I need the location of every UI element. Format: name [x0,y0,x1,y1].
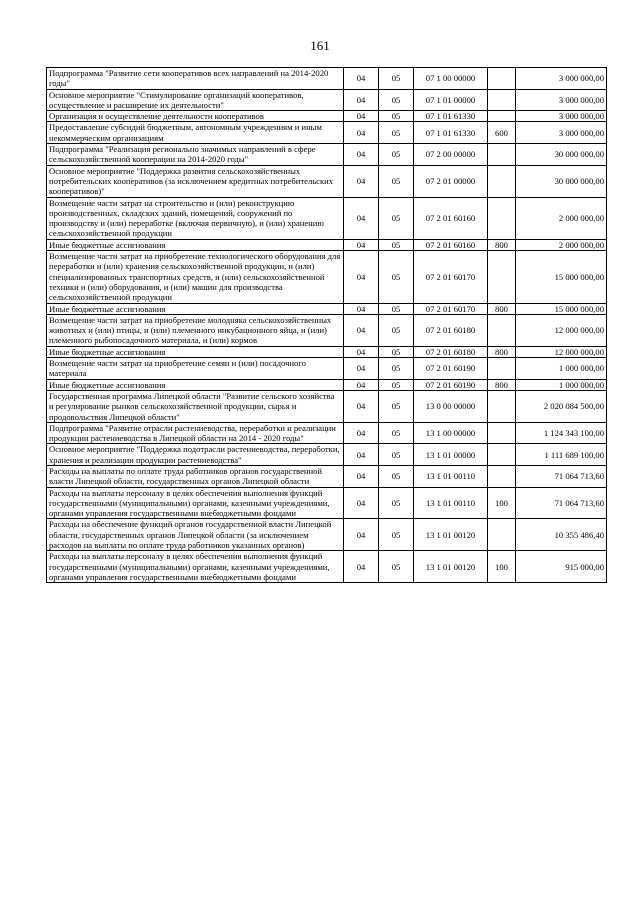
table-row [47,519,607,551]
expense-type-cell [488,444,516,466]
item-name-cell: Иные бюджетные ассигнования [47,239,344,250]
expense-type-cell [488,144,516,166]
amount-cell: 2 020 084 500,00 [516,390,607,422]
target-article-cell: 07 2 01 60190 [414,379,488,390]
table-row [47,487,607,519]
item-name-cell: Основное мероприятие "Поддержка развития сельскохозяйственных потребительских кооперативов (за исключением кредитных потребительских кооперативов)" [47,165,344,197]
item-name-cell: Подпрограмма "Реализация регионально значимых направлений в сфере сельскохозяйственной кооперации на 2014-2020 годы" [47,144,344,166]
amount-cell: 1 111 689 100,00 [516,444,607,466]
item-name-cell: Основное мероприятие "Стимулирование организаций кооперативов, осуществление и расширение их деятельности" [47,89,344,111]
item-name-cell: Возмещение части затрат на строительство и (или) реконструкцию производственных, складских зданий, помещений, сооружений по производству и (или) переработке (включая первичную), и (или) хранению сельскохозяйственной продукции [47,197,344,239]
item-name-cell: Предоставление субсидий бюджетным, автономным учреждениям и иным некоммерческим организациям [47,122,344,144]
ministry-code-cell: 04 [344,465,379,487]
ministry-code-cell: 04 [344,390,379,422]
ministry-code-cell: 04 [344,251,379,303]
target-article-cell: 07 2 01 60170 [414,303,488,314]
amount-cell: 3 000 000,00 [516,89,607,111]
ministry-code-cell: 04 [344,68,379,90]
section-code-cell: 05 [379,487,414,519]
ministry-code-cell: 04 [344,111,379,122]
section-code-cell: 05 [379,197,414,239]
ministry-code-cell: 04 [344,122,379,144]
target-article-cell: 13 0 00 00000 [414,390,488,422]
ministry-code-cell: 04 [344,519,379,551]
table-row [47,551,607,583]
expense-type-cell [488,111,516,122]
expense-type-cell [488,519,516,551]
ministry-code-cell: 04 [344,346,379,357]
ministry-code-cell: 04 [344,358,379,380]
expense-type-cell: 800 [488,379,516,390]
ministry-code-cell: 04 [344,379,379,390]
section-code-cell: 05 [379,165,414,197]
target-article-cell: 07 1 01 00000 [414,89,488,111]
expense-type-cell [488,314,516,346]
amount-cell: 2 000 000,00 [516,197,607,239]
amount-cell: 15 000 000,00 [516,303,607,314]
table-row [47,111,607,122]
section-code-cell: 05 [379,390,414,422]
ministry-code-cell: 04 [344,197,379,239]
section-code-cell: 05 [379,519,414,551]
ministry-code-cell: 04 [344,89,379,111]
table-row [47,390,607,422]
table-row [47,122,607,144]
amount-cell: 71 064 713,60 [516,465,607,487]
expense-type-cell [488,197,516,239]
item-name-cell: Возмещение части затрат на приобретение молодняка сельскохозяйственных животных и (или) птицы, и (или) племенного инкубационного яйца, и (или) племенного рыбопосадочного материала, и (или) кормов [47,314,344,346]
amount-cell: 12 000 000,00 [516,346,607,357]
ministry-code-cell: 04 [344,422,379,444]
item-name-cell: Расходы на выплаты персоналу в целях обеспечения выполнения функций государственными (муниципальными) органами, казенными учреждениями, органами управления государственными внебюджетными фондами [47,487,344,519]
ministry-code-cell: 04 [344,314,379,346]
ministry-code-cell: 04 [344,165,379,197]
section-code-cell: 05 [379,251,414,303]
table-row [47,251,607,303]
target-article-cell: 13 1 01 00000 [414,444,488,466]
expense-type-cell [488,390,516,422]
expense-type-cell [488,251,516,303]
expense-type-cell: 800 [488,346,516,357]
table-row [47,465,607,487]
expense-type-cell: 100 [488,487,516,519]
table-row [47,346,607,357]
target-article-cell: 07 2 00 00000 [414,144,488,166]
target-article-cell: 13 1 01 00120 [414,551,488,583]
budget-table [46,67,607,583]
target-article-cell: 07 2 01 60160 [414,239,488,250]
item-name-cell: Расходы на выплаты персоналу в целях обеспечения выполнения функций государственными (муниципальными) органами, казенными учреждениями, органами управления государственными внебюджетными фондами [47,551,344,583]
expense-type-cell: 600 [488,122,516,144]
amount-cell: 1 000 000,00 [516,379,607,390]
item-name-cell: Возмещение части затрат на приобретение технологического оборудования для переработки и (или) хранения сельскохозяйственной продукции, и (или) специализированных транспортных средств, и (или) сельскохозяйственной техники и (или) оборудования, и (или) машин для производства сельскохозяйственной продукции [47,251,344,303]
target-article-cell: 07 2 01 60160 [414,197,488,239]
table-row [47,379,607,390]
target-article-cell: 07 1 01 61330 [414,122,488,144]
target-article-cell: 07 2 01 60170 [414,251,488,303]
table-row [47,239,607,250]
section-code-cell: 05 [379,358,414,380]
item-name-cell: Подпрограмма "Развитие сети кооперативов всех направлений на 2014-2020 годы" [47,68,344,90]
table-row [47,303,607,314]
expense-type-cell [488,422,516,444]
expense-type-cell [488,89,516,111]
target-article-cell: 13 1 01 00110 [414,487,488,519]
amount-cell: 30 000 000,00 [516,144,607,166]
table-row [47,89,607,111]
target-article-cell: 13 1 01 00120 [414,519,488,551]
item-name-cell: Организация и осуществление деятельности кооперативов [47,111,344,122]
section-code-cell: 05 [379,122,414,144]
target-article-cell: 07 1 00 00000 [414,68,488,90]
expense-type-cell [488,465,516,487]
section-code-cell: 05 [379,239,414,250]
target-article-cell: 07 2 01 60180 [414,346,488,357]
ministry-code-cell: 04 [344,551,379,583]
section-code-cell: 05 [379,465,414,487]
target-article-cell: 13 1 01 00110 [414,465,488,487]
table-row [47,197,607,239]
table-row [47,422,607,444]
expense-type-cell [488,165,516,197]
section-code-cell: 05 [379,314,414,346]
ministry-code-cell: 04 [344,303,379,314]
table-row [47,358,607,380]
expense-type-cell: 800 [488,303,516,314]
section-code-cell: 05 [379,551,414,583]
section-code-cell: 05 [379,444,414,466]
table-row [47,144,607,166]
amount-cell: 12 000 000,00 [516,314,607,346]
item-name-cell: Иные бюджетные ассигнования [47,303,344,314]
expense-type-cell: 100 [488,551,516,583]
target-article-cell: 13 1 00 00000 [414,422,488,444]
amount-cell: 2 000 000,00 [516,239,607,250]
section-code-cell: 05 [379,346,414,357]
expense-type-cell [488,358,516,380]
section-code-cell: 05 [379,303,414,314]
target-article-cell: 07 2 01 60190 [414,358,488,380]
amount-cell: 3 000 000,00 [516,68,607,90]
amount-cell: 10 355 486,40 [516,519,607,551]
amount-cell: 3 000 000,00 [516,111,607,122]
item-name-cell: Расходы на выплаты по оплате труда работников органов государственной власти Липецкой области, государственных органов Липецкой области [47,465,344,487]
amount-cell: 3 000 000,00 [516,122,607,144]
ministry-code-cell: 04 [344,444,379,466]
target-article-cell: 07 2 01 00000 [414,165,488,197]
amount-cell: 71 064 713,60 [516,487,607,519]
page-number: 161 [310,38,330,53]
section-code-cell: 05 [379,89,414,111]
ministry-code-cell: 04 [344,144,379,166]
expense-type-cell: 800 [488,239,516,250]
target-article-cell: 07 1 01 61330 [414,111,488,122]
budget-table-body [47,68,607,583]
ministry-code-cell: 04 [344,487,379,519]
table-row [47,68,607,90]
amount-cell: 1 000 000,00 [516,358,607,380]
section-code-cell: 05 [379,422,414,444]
section-code-cell: 05 [379,111,414,122]
item-name-cell: Подпрограмма "Развитие отрасли растениеводства, переработки и реализации продукции растениеводства в Липецкой области на 2014 - 2020 годы" [47,422,344,444]
table-row [47,314,607,346]
expense-type-cell [488,68,516,90]
item-name-cell: Государственная программа Липецкой области "Развитие сельского хозяйства и регулирование рынков сельскохозяйственной продукции, сырья и продовольствия Липецкой области" [47,390,344,422]
section-code-cell: 05 [379,379,414,390]
target-article-cell: 07 2 01 60180 [414,314,488,346]
section-code-cell: 05 [379,68,414,90]
section-code-cell: 05 [379,144,414,166]
amount-cell: 30 000 000,00 [516,165,607,197]
item-name-cell: Иные бюджетные ассигнования [47,346,344,357]
amount-cell: 1 124 343 100,00 [516,422,607,444]
ministry-code-cell: 04 [344,239,379,250]
item-name-cell: Основное мероприятие "Поддержка подотрасли растениеводства, переработки, хранения и реализации продукции растениеводства" [47,444,344,466]
item-name-cell: Возмещение части затрат на приобретение семян и (или) посадочного материала [47,358,344,380]
item-name-cell: Расходы на обеспечение функций органов государственной власти Липецкой области, государственных органов Липецкой области (за исключением расходов на выплаты по оплате труда работников указанных органов) [47,519,344,551]
amount-cell: 915 000,00 [516,551,607,583]
table-row [47,444,607,466]
amount-cell: 15 000 000,00 [516,251,607,303]
item-name-cell: Иные бюджетные ассигнования [47,379,344,390]
table-row [47,165,607,197]
